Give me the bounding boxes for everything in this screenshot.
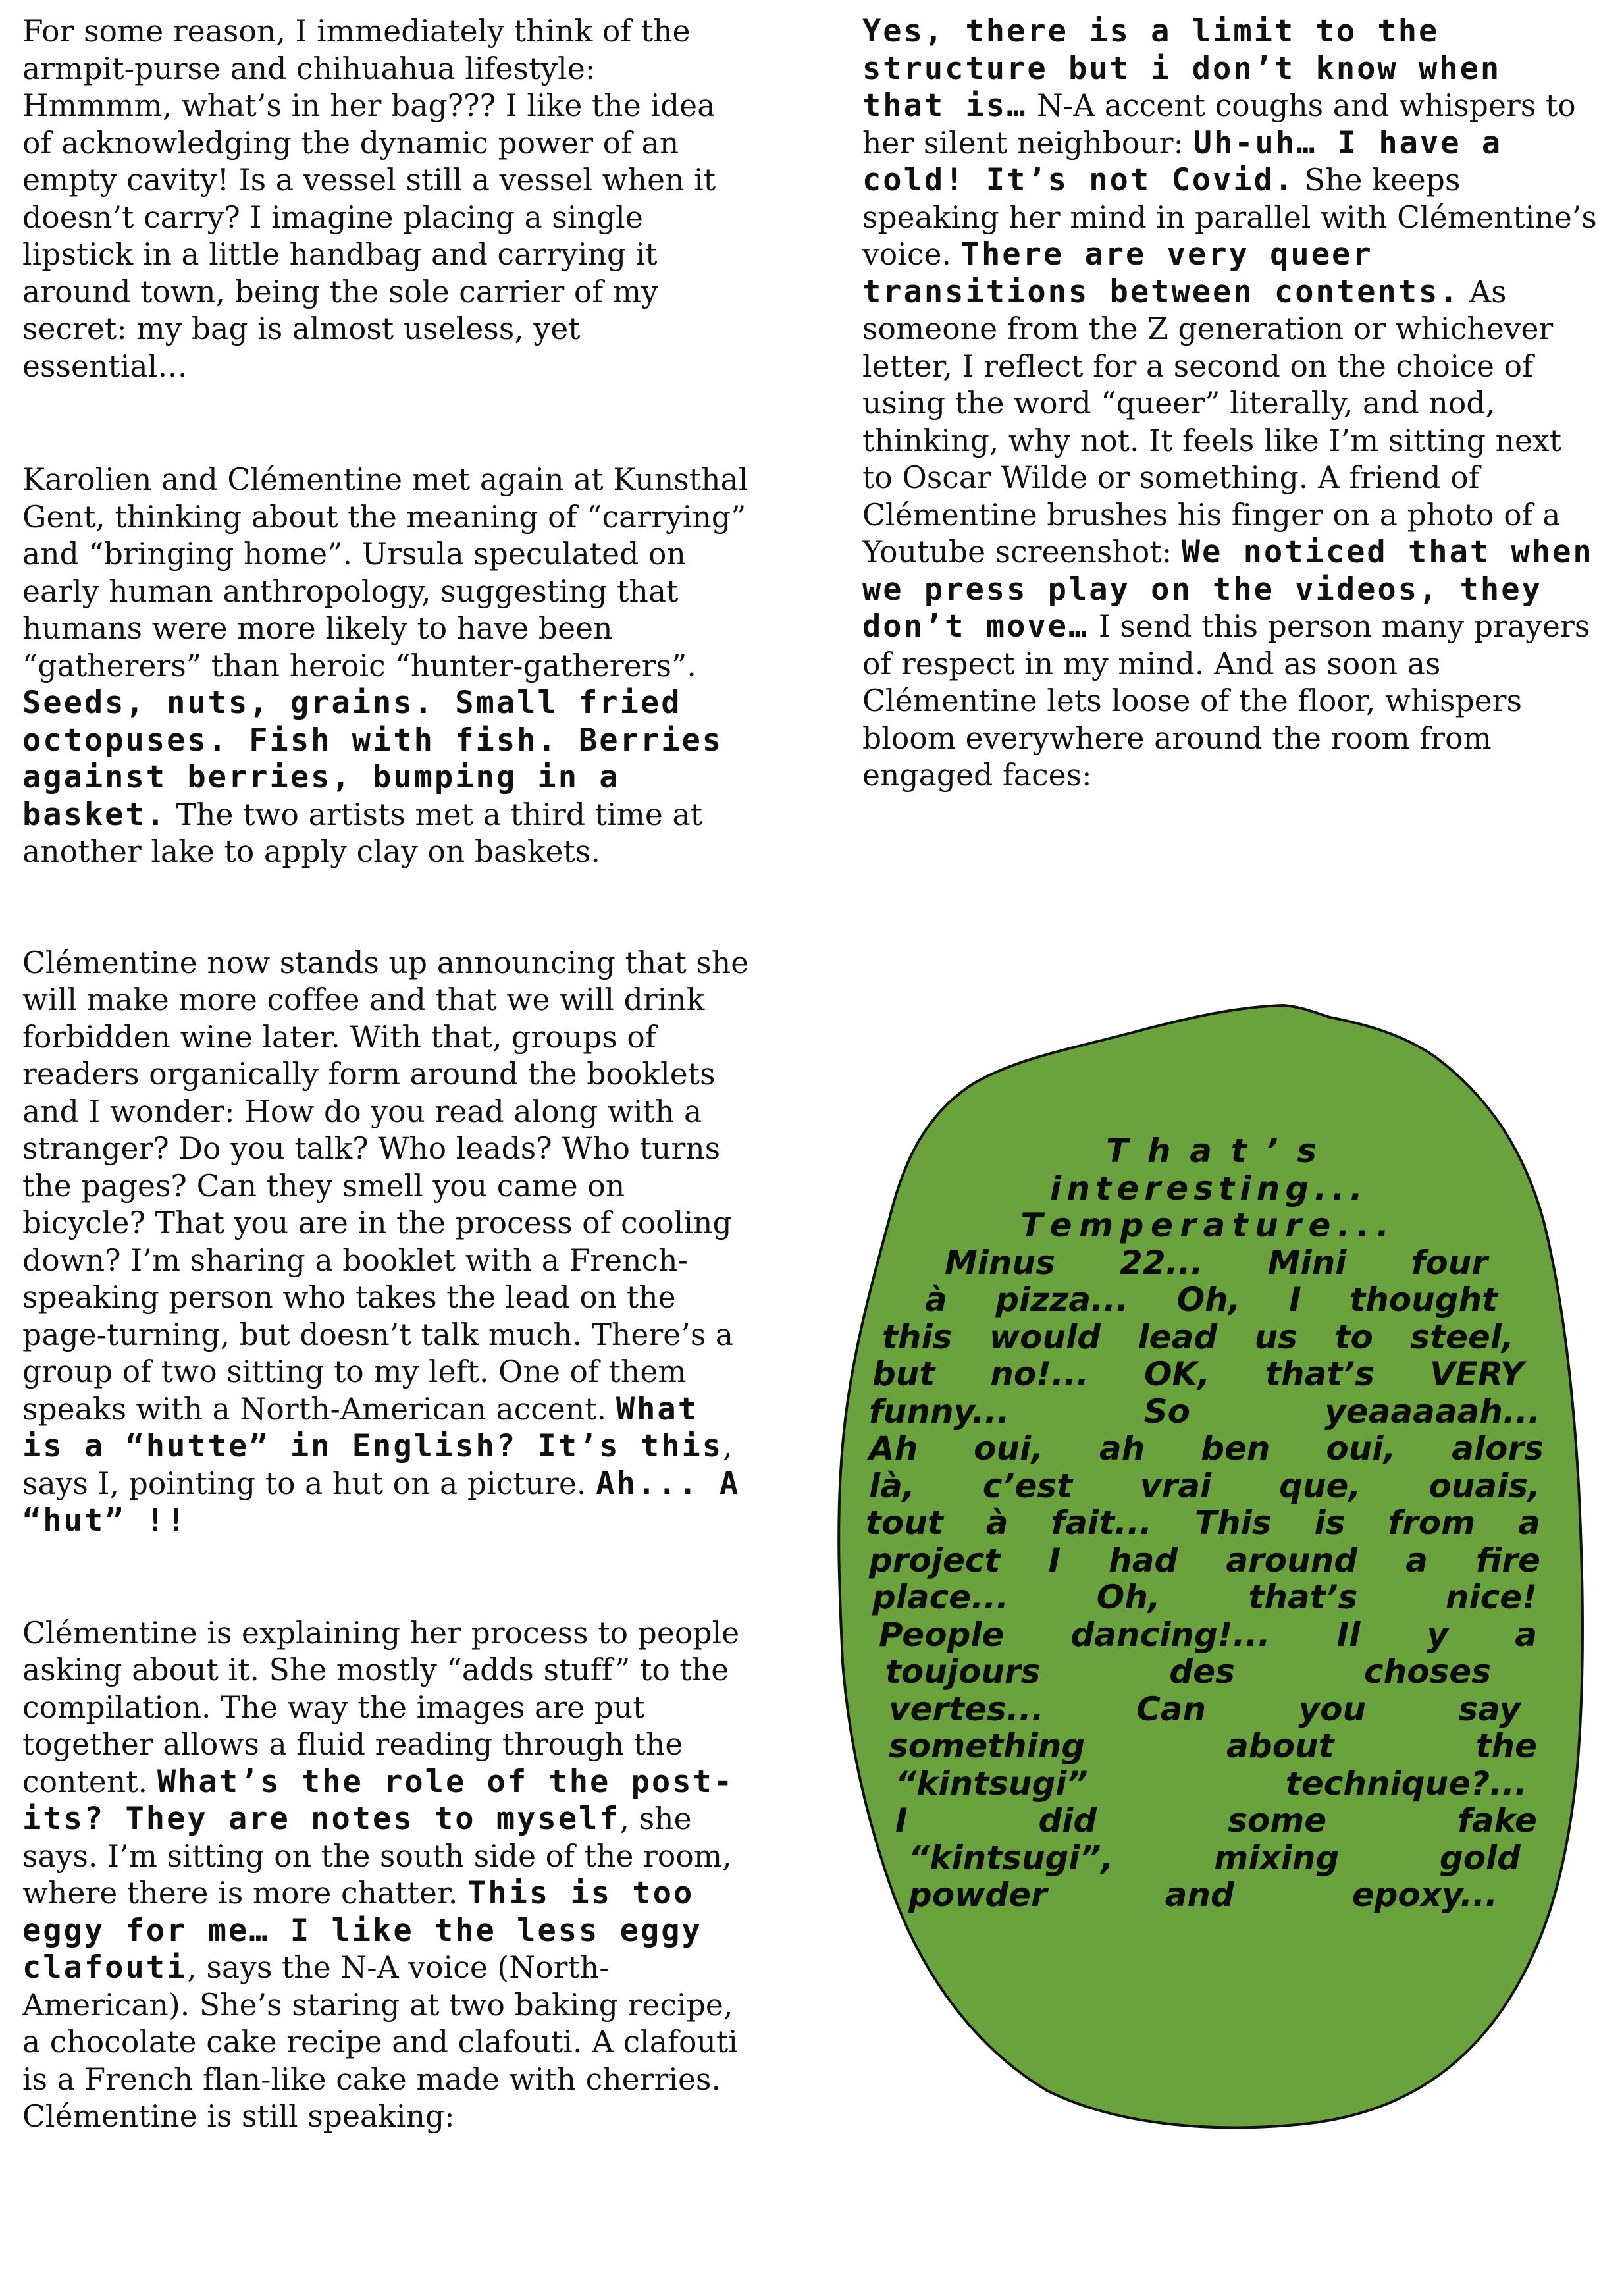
bubble-word: powder [908,1876,1047,1914]
paragraph-text: I send this person many prayers of respect in my mind. And as soon as Clémentine lets loose of the floor, whispers bloom everywhere around the room from engaged faces: [862,609,1590,793]
bubble-word: y [1427,1615,1449,1654]
bubble-word: oui, [974,1429,1044,1468]
quote-videos: We noticed that when we press play on the videos, they don’t move… [862,534,1594,645]
quote-post-its: What’s the role of the post-its? They are notes to myself [22,1763,735,1837]
bubble-word: to [1334,1317,1373,1356]
bubble-letter: . [1357,1206,1370,1244]
bubble-line [872,1356,1524,1393]
bubble-line [882,1319,1514,1356]
bubble-word: alors [1452,1429,1544,1468]
quote-seeds: Seeds, nuts, grains. Small fried octopuses. Fish with fish. Berries against berries, bumping in a basket. [22,685,723,833]
left-column [22,13,753,2210]
bubble-letter: T [1020,1206,1043,1244]
bubble-letter: m [1079,1206,1114,1244]
bubble-line [879,1616,1537,1654]
bubble-word: des [1169,1653,1235,1691]
bubble-letter: ’ [1265,1132,1278,1170]
bubble-word: I [1289,1281,1301,1319]
bubble-line [889,1728,1537,1765]
bubble-word: toujours [885,1653,1041,1691]
bubble-word: around [1226,1541,1358,1579]
paragraph-text: , says the N-A voice (North-American). She’s staring at two baking recipe, a chocolate cake recipe and clafouti. A clafouti is a French flan-like cake made with cherries. Clémentine is still speaking: [22,1950,738,2134]
bubble-line [908,1840,1521,1877]
bubble-word: dancing!... [1070,1615,1270,1654]
bubble-line [895,1802,1537,1840]
right-column [862,13,1600,868]
bubble-letter: t [1218,1169,1235,1207]
bubble-word: I [895,1801,908,1840]
bubble-letter: s [1297,1132,1317,1170]
bubble-letter: i [1050,1169,1062,1207]
bubble-letter: e [1049,1206,1072,1244]
bubble-line [889,1691,1521,1728]
bubble-word: a [1518,1504,1540,1542]
bubble-letter: r [1144,1169,1161,1207]
bubble-word: ah [1099,1429,1145,1468]
bubble-word: “kintsugi” [895,1764,1088,1803]
bubble-word: project [869,1541,1001,1579]
bubble-word: is [1314,1504,1346,1542]
bubble-letter: e [1150,1206,1173,1244]
bubble-word: OK, [1143,1355,1211,1393]
bubble-word: vertes... [889,1689,1044,1728]
bubble-word: and [1165,1876,1234,1914]
bubble-word: would [989,1317,1101,1356]
bubble-word: là, [869,1466,915,1505]
paragraph-carrying [22,462,753,871]
bubble-word: People [879,1615,1005,1654]
speech-bubble [823,997,1586,2136]
bubble-line [908,1876,1498,1914]
bubble-word: a [1405,1541,1428,1579]
bubble-letter: a [1190,1132,1212,1170]
bubble-line [869,1542,1540,1579]
bubble-word: So [1143,1392,1191,1431]
bubble-word: nice! [1445,1578,1537,1616]
paragraph-text: As someone from the Z generation or whichever letter, I reflect for a second on the choice of using the word “queer” literally, and nod, thinking, why not. It feels like I’m sitting next to Oscar Wilde or something. A friend of Clémentine brushes his finger on a photo of a Youtube screenshot: [862,274,1562,570]
bubble-line [885,1653,1491,1691]
bubble-word: This [1194,1504,1272,1542]
bubble-word: choses [1363,1653,1491,1691]
bubble-word: mixing [1214,1838,1340,1877]
bubble-letter: e [1308,1206,1331,1244]
bubble-line [1020,1207,1389,1244]
bubble-word: Can [1136,1689,1207,1728]
bubble-line [866,1504,1540,1542]
bubble-word: 22... [1120,1243,1203,1282]
quote-queer: There are very queer transitions between contents. [862,236,1460,310]
bubble-letter: . [1376,1206,1389,1244]
bubble-word: ouais, [1428,1466,1540,1505]
bubble-word: this [882,1317,953,1356]
paragraph-text: For some reason, I immediately think of the armpit-purse and chihuahua lifestyle: Hmmmm, what’s in her bag??? I like the idea of acknowledging the dynamic power of an empty cavity! Is a vessel still a vessel when it doesn’t carry? I imagine placing a single lipstick in a little handbag and carrying it around town, being the sole carrier of my secret: my bag is almost useless, yet essential… [22,14,716,384]
bubble-word: four [1411,1243,1488,1282]
bubble-letter: . [1349,1169,1363,1207]
quote-hutte: What is a “hutte” in English? It’s this [22,1391,723,1464]
bubble-word: Ah [869,1429,918,1468]
bubble-letter: a [1203,1206,1226,1244]
paragraph-text: Clémentine is explaining her process to people asking about it. She mostly “adds stuff” to the compilation. The way the images are put together allows a fluid reading through the content. [22,1615,740,1799]
bubble-word: had [1109,1541,1178,1579]
bubble-word: ben [1201,1429,1270,1468]
bubble-word: epoxy... [1351,1876,1498,1914]
bubble-word: fait... [1051,1504,1152,1542]
bubble-line [1050,1170,1363,1207]
bubble-word: pizza... [995,1281,1129,1319]
bubble-word: fake [1457,1801,1537,1840]
quote-limit: Yes, there is a limit to the structure but i don’t know when that is… [862,13,1502,124]
bubble-word: à [985,1504,1008,1542]
quote-cold: Uh-uh… I have a cold! It’s not Covid. [862,124,1503,198]
bubble-word: “kintsugi”, [908,1838,1114,1877]
bubble-letter: e [1166,1169,1189,1207]
bubble-word: yeaaaaah... [1324,1392,1540,1431]
bubble-line [1106,1132,1317,1170]
bubble-word: Il [1336,1615,1361,1654]
bubble-word: say [1458,1689,1521,1728]
bubble-word: c’est [982,1466,1073,1505]
bubble-word: vrai [1140,1466,1212,1505]
bubble-letter: h [1147,1132,1171,1170]
paragraph-text: Karolien and Clémentine met again at Kunsthal Gent, thinking about the meaning of “carrying” and “bringing home”. Ursula speculated on early human anthropology, suggesting that humans were more likely to have been “gatherers” than heroic “hunter-gatherers”. [22,462,748,683]
bubble-word: fire [1476,1541,1540,1579]
bubble-word: funny... [869,1392,1010,1431]
bubble-letter: t [1232,1206,1248,1244]
bubble-word: tout [866,1504,943,1542]
bubble-word: oui, [1326,1429,1396,1468]
bubble-word: that’s [1265,1355,1375,1393]
bubble-word: thought [1349,1281,1498,1319]
bubble-word: Oh, [1096,1578,1161,1616]
paragraph-process [22,1615,753,2136]
paragraph-text: , she says. I’m sitting on the south side of the room, where there is more chatter. [22,1801,732,1911]
bubble-word: us [1254,1317,1298,1356]
bubble-word: que, [1279,1466,1361,1505]
bubble-text [823,997,1586,2136]
bubble-word: Oh, [1176,1281,1241,1319]
bubble-letter: n [1256,1169,1280,1207]
bubble-letter: T [1106,1132,1129,1170]
bubble-word: place... [872,1578,1009,1616]
bubble-word: Minus [945,1243,1055,1282]
bubble-word: did [1038,1801,1097,1840]
bubble-word: technique?... [1285,1764,1527,1803]
bubble-line [869,1430,1544,1468]
bubble-letter: i [1240,1169,1251,1207]
bubble-word: the [1475,1727,1537,1765]
bubble-letter: . [1337,1206,1350,1244]
bubble-letter: r [1285,1206,1301,1244]
bubble-line [945,1244,1488,1282]
paragraph-text: Clémentine now stands up announcing that she will make more coffee and that we will drink forbidden wine later. With that, groups of readers organically form around the booklets and I wonder: How do you read along with a stranger? Do you talk? Who leads? Who turns the pages? Can they smell you came on bicycle? That you are in the process of cooling down? I’m sharing a booklet with a French-speaking person who takes the lead on the page-turning, but doesn’t talk much. There’s a group of two sitting to my left. One of them speaks with a North-American accent. [22,945,749,1427]
bubble-word: I [1048,1541,1061,1579]
bubble-letter: u [1255,1206,1278,1244]
bubble-word: steel, [1410,1317,1514,1356]
paragraph-text: She keeps speaking her mind in parallel with Clémentine’s voice. [862,163,1597,272]
paragraph-structure [862,13,1600,795]
bubble-word: lead [1138,1317,1218,1356]
bubble-line [872,1579,1537,1616]
bubble-line [895,1765,1527,1803]
bubble-word: some [1228,1801,1327,1840]
bubble-word: you [1298,1689,1367,1728]
bubble-word: Mini [1267,1243,1347,1282]
bubble-word: a [1515,1615,1537,1654]
bubble-word: gold [1439,1838,1521,1877]
bubble-letter: . [1332,1169,1345,1207]
paragraph-text: , says I, pointing to a hut on a picture. [22,1429,733,1501]
bubble-word: from [1388,1504,1476,1542]
paragraph-readers [22,945,753,1540]
bubble-word: à [925,1281,947,1319]
bubble-line [925,1281,1498,1319]
bubble-line [869,1393,1540,1431]
quote-eggy: This is too eggy for me… I like the less eggy clafouti [22,1875,702,1986]
bubble-word: VERY [1430,1355,1524,1393]
bubble-letter: e [1116,1169,1139,1207]
quote-hut: Ah... A “hut” !! [22,1465,741,1539]
paragraph-text: The two artists met a third time at another lake to apply clay on baskets. [22,797,703,869]
bubble-letter: n [1066,1169,1090,1207]
bubble-letter: t [1095,1169,1112,1207]
bubble-word: that’s [1248,1578,1358,1616]
bubble-letter: s [1193,1169,1214,1207]
paragraph-lipstick [22,13,753,385]
bubble-line [869,1468,1540,1505]
bubble-letter: . [1314,1169,1327,1207]
bubble-word: but [872,1355,935,1393]
bubble-letter: g [1285,1169,1309,1207]
bubble-word: about [1226,1727,1334,1765]
bubble-letter: r [1180,1206,1197,1244]
bubble-word: no!... [990,1355,1089,1393]
bubble-letter: t [1230,1132,1247,1170]
bubble-word: something [889,1727,1086,1765]
bubble-letter: p [1120,1206,1144,1244]
paragraph-text: N-A accent coughs and whispers to her silent neighbour: [862,88,1576,161]
